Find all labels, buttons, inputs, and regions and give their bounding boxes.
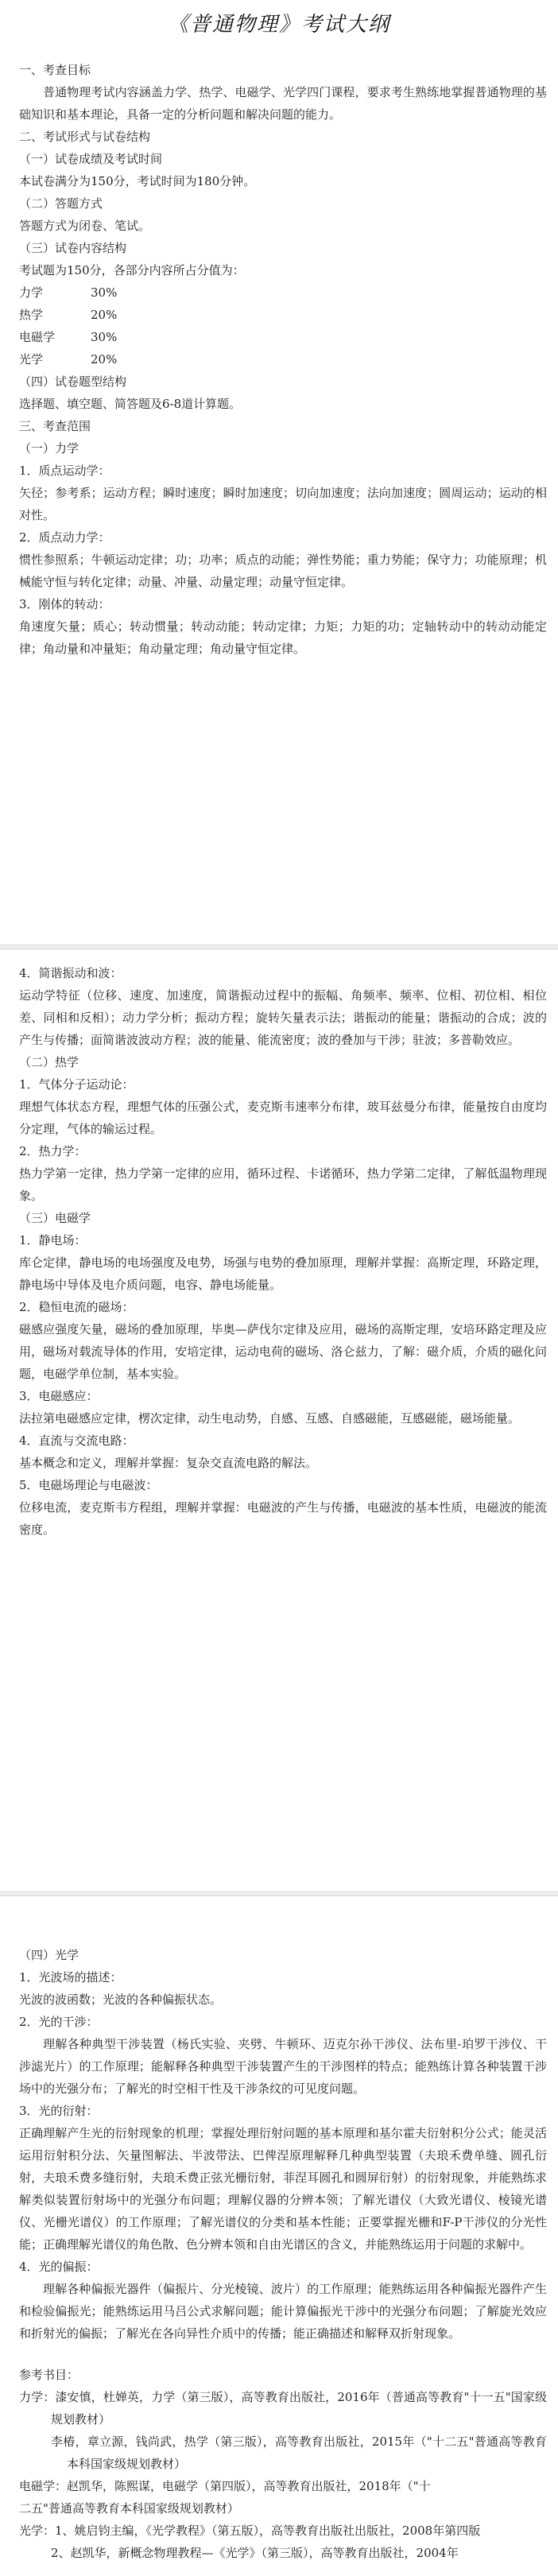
dist-row [19,326,547,348]
page-3 [0,1896,558,2576]
em-heading: （三）电磁学 [19,1211,91,1225]
sub-3-text: 考试题为150分，各部分内容所占分值为： [19,263,245,277]
optics-item-title: 1．光波场的描述： [19,1970,122,1984]
ref-optics-2: 2、赵凯华，新概念物理教程—《光学》（第三版），高等教育出版社，2004年 [51,2546,459,2560]
ref-mechanics: 力学：漆安慎，杜婵英，力学（第三版），高等教育出版社，2016年（普通高等教育"十一五"国家级规划教材） [19,2390,547,2427]
mech-item-text: 运动学特征（位移、速度、加速度，简谐振动过程中的振幅、角频率、频率、位相、初位相、相位差、同相和反相）；动力学分析；振动方程；旋转矢量表示法；谐振动的能量；谐振动的合成；波的产生与传播；面简谐波波动方程；波的能量、能流密度；波的叠加与干涉；驻波；多普勒效应。 [19,988,547,1047]
mech-item-title: 4．简谐振动和波： [19,966,122,980]
optics-item-text: 光波的波函数；光波的各种偏振状态。 [19,1992,223,2007]
optics-heading: （四）光学 [19,1948,79,1962]
em-item-title: 1．静电场： [19,1233,87,1247]
page-1-content [19,59,547,660]
section-3-heading: 三、考查范围 [19,419,91,433]
em-item-text: 库仑定律，静电场的电场强度及电势，场强与电势的叠加原理，理解并掌握：高斯定理，环路定理，静电场中导体及电介质问题，电容、静电场能量。 [19,1255,547,1292]
dist-pct: 20% [91,352,118,367]
optics-item-title: 2．光的干涉： [19,2015,99,2029]
dist-row [19,281,547,304]
em-item-title: 3．电磁感应： [19,1389,99,1403]
mech-item-text: 角速度矢量；质心；转动惯量；转动动能；转动定律；力矩；力矩的功；定轴转动中的转动动能定律；角动量和冲量矩；角动量定理；角动量守恒定律。 [19,619,547,656]
section-1-text: 普通物理考试内容涵盖力学、热学、电磁学、光学四门课程，要求考生熟练地掌握普通物理的基础知识和基本理论，具备一定的分析问题和解决问题的能力。 [19,85,547,122]
sub-2-heading: （二）答题方式 [19,196,103,211]
page-title: 《普通物理》考试大纲 [167,13,390,37]
em-item-title: 4．直流与交流电路： [19,1433,134,1448]
mech-item-text: 惯性参照系；牛顿运动定律；功；功率；质点的动能；弹性势能；重力势能；保守力；功能原理；机械能守恒与转化定律；动量、冲量、动量定理；动量守恒定律。 [19,553,547,589]
section-2-heading: 二、考试形式与试卷结构 [19,130,151,144]
em-item-title: 5．电磁场理论与电磁波： [19,1478,158,1492]
mech-item-title: 1．质点运动学： [19,464,110,478]
section-1-heading: 一、考查目标 [19,63,91,77]
dist-pct: 20% [91,308,118,322]
spacer [19,2345,547,2364]
sub-1-text: 本试卷满分为150分，考试时间为180分钟。 [19,174,256,188]
em-item-text: 法拉第电磁感应定律，楞次定律，动生电动势，自感、互感、自感磁能，互感磁能，磁场能量。 [19,1411,521,1426]
sub-4-text: 选择题、填空题、简答题及6-8道计算题。 [19,397,242,411]
ref-em-cont: 二五"普通高等教育本科国家级规划教材） [19,2501,239,2516]
dist-subject: 光学 [19,352,44,367]
em-item-text: 磁感应强度矢量，磁场的叠加原理，毕奥—萨伐尔定律及应用，磁场的高斯定理，安培环路定理及应用，磁场对载流导体的作用，安培定律，运动电荷的磁场、洛仑兹力，了解：磁介质，介质的磁化问题，电磁学单位制，基本实验。 [19,1322,547,1381]
optics-item-text: 理解各种偏振光器件（偏振片、分光棱镜、波片）的工作原理；能熟练运用各种偏振光器件产生和检验偏振光；能熟练运用马吕公式求解问题；能计算偏振光干涉中的光强分布问题；了解旋光效应和折射光的偏振；了解光在各向异性介质中的传播；能正确描述和解释双折射现象。 [19,2282,547,2341]
thermo-item-text: 理想气体状态方程，理想气体的压强公式，麦克斯韦速率分布律，玻耳兹曼分布律，能量按自由度均分定理，气体的输运过程。 [19,1100,547,1136]
em-item-title: 2．稳恒电流的磁场： [19,1300,134,1314]
mech-item-title: 2．质点动力学： [19,530,110,545]
mech-item-title: 3．刚体的转动： [19,597,110,611]
ref-em: 电磁学：赵凯华，陈熙谋，电磁学（第四版），高等教育出版社，2018年（"十 [19,2479,431,2493]
optics-item-text: 正确理解产生光的衍射现象的机理；掌握处理衍射问题的基本原理和基尔霍夫衍射积分公式；能灵活运用衍射积分法、矢量图解法、半波带法、巴俾涅原理解释几种典型装置（夫琅禾费单缝、圆孔衍射，夫琅禾费多缝衍射，夫琅禾费正弦光栅衍射，菲涅耳圆孔和圆屏衍射）的衍射现象，并能熟练求解类似装置衍射场中的光强分布问题；理解仪器的分辨本领；了解光谱仪（大致光谱仪、棱镜光谱仪、光栅光谱仪）的工作原理；了解光谱仪的分类和基本性能；正要掌握光栅和F-P干涉仪的分光性能；正确理解光谱仪的角色散、色分辨本领和自由光谱区的含义，并能熟练运用于问题的求解中。 [19,2126,547,2252]
em-item-text: 位移电流，麦克斯韦方程组，理解并掌握：电磁波的产生与传播，电磁波的基本性质，电磁波的能流密度。 [19,1500,547,1537]
page-3-content [19,1944,547,2564]
page-2-content [19,962,547,1541]
ref-optics-1: 光学：1、姚启钧主编，《光学教程》（第五版），高等教育出版社出版社，2008年第四版 [19,2524,481,2538]
mech-heading: （一）力学 [19,441,79,456]
thermo-item-title: 2．热力学： [19,1144,87,1158]
thermo-item-title: 1．气体分子运动论： [19,1077,134,1092]
page-2 [0,949,558,1891]
dist-subject: 电磁学 [19,330,56,344]
thermo-heading: （二）热学 [19,1055,79,1069]
sub-2-text: 答题方式为闭卷、笔试。 [19,219,151,233]
dist-row [19,304,547,326]
sub-3-heading: （三）试卷内容结构 [19,241,127,255]
optics-item-title: 3．光的衍射： [19,2104,99,2118]
dist-pct: 30% [91,330,118,344]
dist-pct: 30% [91,285,118,300]
page-1 [0,0,558,945]
optics-item-text: 理解各种典型干涉装置（杨氏实验、夹劈、牛顿环、迈克尔孙干涉仪、法布里-珀罗干涉仪、干涉滤光片）的工作原理；能解释各种典型干涉装置产生的干涉图样的特点；能熟练计算各种装置干涉场中的光强分布；了解光的时空相干性及干涉条纹的可见度问题。 [19,2037,547,2096]
dist-row [19,348,547,370]
dist-subject: 热学 [19,308,44,322]
sub-1-heading: （一）试卷成绩及考试时间 [19,152,163,166]
sub-4-heading: （四）试卷题型结构 [19,374,127,389]
thermo-item-text: 热力学第一定律，热力学第一定律的应用，循环过程、卡诺循环，热力学第二定律，了解低温物理现象。 [19,1166,547,1203]
optics-item-title: 4．光的偏振： [19,2260,99,2274]
refs-heading: 参考书目： [19,2368,79,2382]
em-item-text: 基本概念和定义，理解并掌握：复杂交直流电路的解法。 [19,1456,318,1470]
mech-item-text: 矢径；参考系；运动方程；瞬时速度；瞬时加速度；切向加速度；法向加速度；圆周运动；运动的相对性。 [19,486,547,522]
ref-thermo: 李椿，章立源，钱尚武，热学（第三版），高等教育出版社，2015年（"十二五"普通高等教育本科国家级规划教材） [51,2434,547,2471]
dist-subject: 力学 [19,285,44,300]
